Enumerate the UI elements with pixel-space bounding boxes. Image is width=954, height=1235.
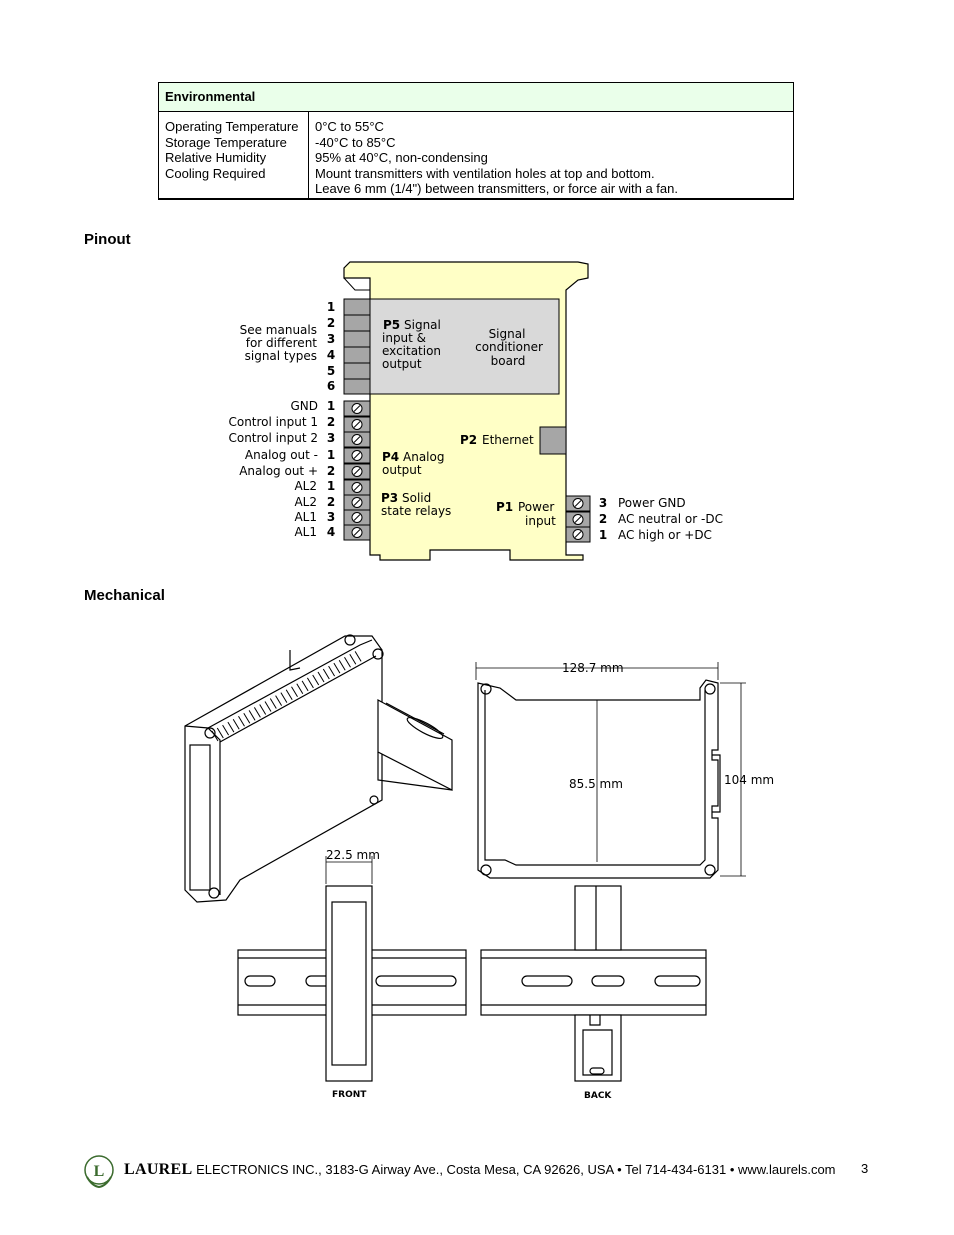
board-text-3: board	[490, 354, 526, 368]
see-manuals-2: for different	[245, 336, 317, 350]
page-number: 3	[861, 1161, 869, 1176]
p5-text-4: output	[382, 357, 422, 371]
label-humidity: Relative Humidity	[165, 150, 267, 165]
label-operating-temp: Operating Temperature	[165, 119, 299, 134]
left-label-al2-a: AL2	[294, 479, 317, 493]
p5-terminals	[344, 299, 370, 394]
screw-terminal-right-3	[566, 527, 590, 542]
left-pin-7: 2	[326, 495, 336, 509]
p5-pin-6: 6	[326, 379, 336, 393]
right-terminals	[566, 496, 590, 542]
screw-terminal-left-1	[344, 401, 370, 416]
left-pin-6: 1	[326, 479, 336, 493]
screw-terminal-right-1	[566, 496, 590, 511]
left-label-gnd: GND	[290, 399, 318, 413]
dim-front: 22.5 mm	[326, 848, 380, 862]
label-storage-temp: Storage Temperature	[165, 134, 287, 150]
see-manuals-3: signal types	[244, 349, 317, 363]
ethernet-port	[540, 427, 566, 454]
dim-height: 104 mm	[724, 773, 775, 787]
left-label-al1-b: AL1	[294, 525, 317, 539]
isometric-module	[185, 635, 452, 902]
p5-pin-4: 4	[326, 348, 336, 362]
value-cooling-2: Leave 6 mm (1/4") between transmitters, or force air with a fan.	[315, 181, 678, 196]
screw-terminal-left-6	[344, 480, 370, 495]
p5-pin-3: 3	[326, 332, 336, 346]
screw-terminal-left-7	[344, 495, 370, 510]
board-text-1: Signal	[488, 327, 526, 341]
right-label-power-gnd: Power GND	[618, 496, 686, 510]
p5-text-2: input &	[382, 331, 427, 345]
p5-pin-5: 5	[326, 364, 336, 378]
screw-terminal-left-5	[344, 464, 370, 479]
front-label: FRONT	[332, 1090, 367, 1100]
mechanical-title: Mechanical	[84, 587, 165, 604]
left-pin-9: 4	[326, 525, 336, 539]
screw-terminal-left-9	[344, 525, 370, 540]
p4-text-1: Analog	[403, 450, 445, 464]
screw-terminal-right-2	[566, 512, 590, 527]
left-label-al2-b: AL2	[294, 495, 317, 509]
left-pin-8: 3	[326, 510, 336, 524]
left-pin-5: 2	[326, 464, 336, 478]
company-details: ELECTRONICS INC., 3183-G Airway Ave., Costa Mesa, CA 92626, USA • Tel 714-434-6131 • www.laurels.com	[192, 1162, 836, 1177]
environmental-header: Environmental	[159, 83, 793, 112]
footer	[82, 1153, 882, 1189]
pinout-title: Pinout	[84, 231, 131, 248]
p4-label: P4	[382, 450, 400, 464]
value-operating-temp: 0°C to 55°C	[315, 119, 384, 134]
screw-terminal-left-8	[344, 510, 370, 525]
right-label-ac-neutral: AC neutral or -DC	[618, 512, 723, 526]
see-manuals-1: See manuals	[239, 323, 317, 337]
back-view	[481, 886, 706, 1081]
p3-text-2: state relays	[381, 504, 452, 518]
front-view	[238, 856, 466, 1081]
logo-letter: L	[93, 1163, 105, 1180]
back-label: BACK	[584, 1091, 612, 1101]
right-pin-3: 3	[598, 496, 608, 510]
screw-terminal-left-2	[344, 417, 370, 432]
p5-label: P5	[383, 318, 401, 332]
screw-terminal-left-4	[344, 448, 370, 463]
left-label-control-1: Control input 1	[228, 415, 318, 429]
p5-pin-1: 1	[326, 300, 336, 314]
board-text-2: conditioner	[475, 340, 543, 354]
value-storage-temp: -40°C to 85°C	[315, 134, 396, 150]
pinout-diagram	[0, 0, 954, 600]
mechanical-drawing	[0, 600, 954, 1110]
left-label-analog-plus: Analog out +	[239, 464, 318, 478]
left-pin-2: 2	[326, 415, 336, 429]
p2-text: Ethernet	[482, 433, 534, 447]
left-terminals	[344, 401, 370, 540]
p2-label: P2	[460, 433, 478, 447]
left-pin-3: 3	[326, 431, 336, 445]
left-pin-4: 1	[326, 448, 336, 462]
right-pin-1: 1	[598, 528, 608, 542]
side-view	[476, 662, 746, 878]
left-label-analog-minus: Analog out -	[244, 448, 318, 462]
laurel-logo-icon	[82, 1153, 118, 1189]
left-label-control-2: Control input 2	[228, 431, 318, 445]
p1-label: P1	[496, 500, 514, 514]
footer-text	[124, 1161, 836, 1179]
p5-text-3: excitation	[382, 344, 442, 358]
p3-text-1: Solid	[402, 491, 432, 505]
dim-inner: 85.5 mm	[569, 777, 623, 791]
dim-width: 128.7 mm	[562, 661, 624, 675]
p1-text-2: input	[525, 514, 556, 528]
right-pin-2: 2	[598, 512, 608, 526]
left-label-al1-a: AL1	[294, 510, 317, 524]
left-pin-1: 1	[326, 399, 336, 413]
p4-text-2: output	[382, 463, 422, 477]
right-label-ac-high: AC high or +DC	[618, 528, 712, 542]
p3-label: P3	[381, 491, 399, 505]
value-humidity: 95% at 40°C, non-condensing	[315, 150, 488, 165]
label-cooling: Cooling Required	[165, 165, 266, 181]
p1-text-1: Power	[518, 500, 555, 514]
p5-pin-2: 2	[326, 316, 336, 330]
value-cooling-1: Mount transmitters with ventilation holes at top and bottom.	[315, 165, 655, 181]
p5-text-1: Signal	[404, 318, 441, 332]
company-name: LAUREL	[124, 1161, 193, 1178]
screw-terminal-left-3	[344, 432, 370, 447]
